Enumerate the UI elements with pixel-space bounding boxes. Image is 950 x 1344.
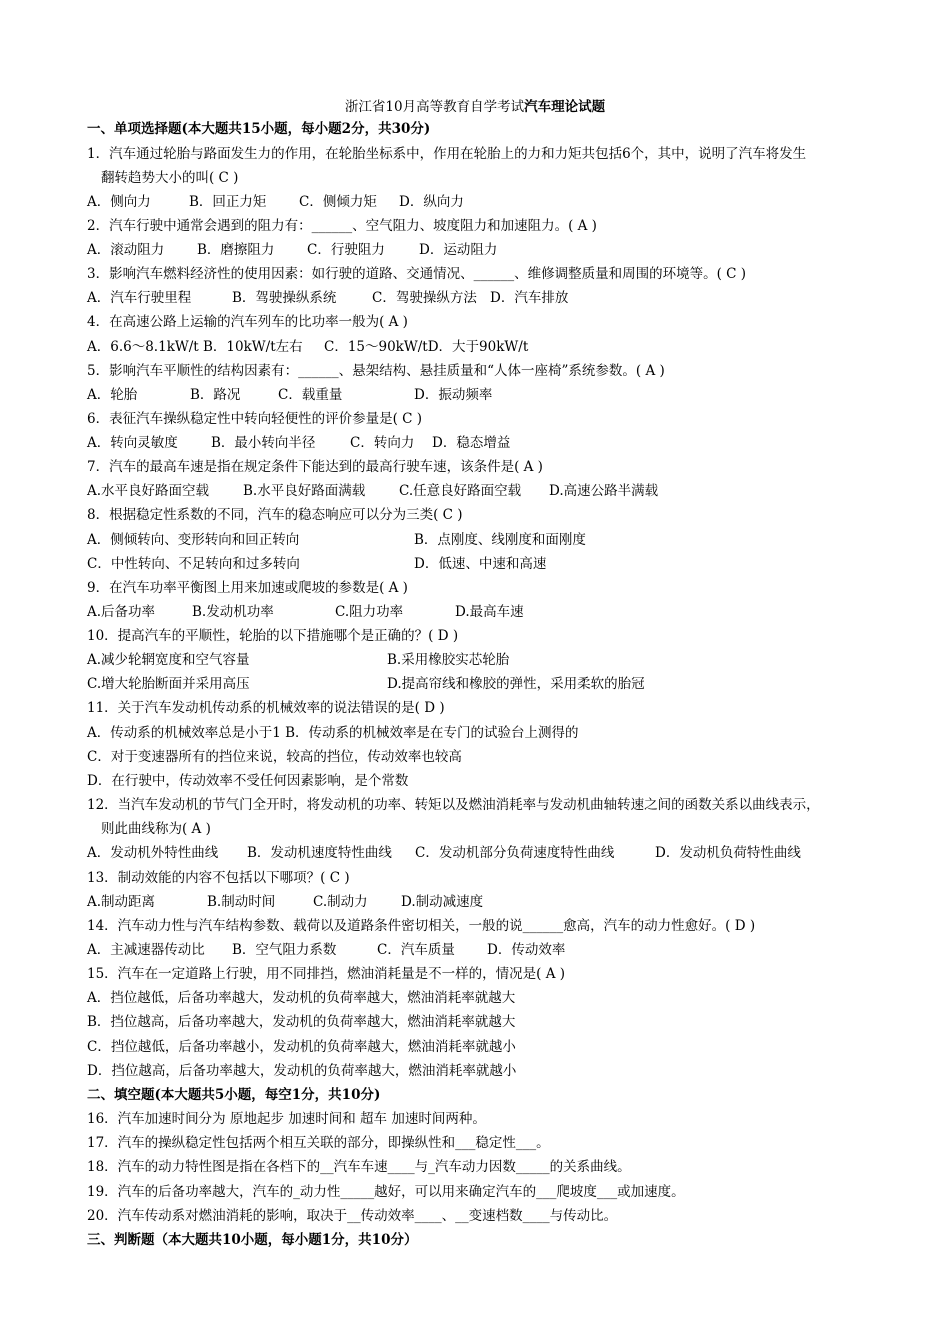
question-15-option-a: A．挡位越低，后备功率越大，发动机的负荷率越大，燃油消耗率就越大 <box>87 990 516 1006</box>
question-2: 2．汽车行驶中通常会遇到的阻力有：______、空气阻力、坡度阻力和加速阻力。( A ) <box>87 218 597 234</box>
section-heading-2: 二、填空题(本大题共5小题，每空1分，共10分) <box>87 1087 381 1103</box>
question-5: 5．影响汽车平顺性的结构因素有：______、悬架结构、悬挂质量和“人体一座椅”系统参数。( A ) <box>87 363 665 379</box>
question-19: 19．汽车的后备功率越大，汽车的_动力性_____越好，可以用来确定汽车的___爬坡度___或加速度。 <box>87 1184 685 1200</box>
question-11: 11．关于汽车发动机传动系的机械效率的说法错误的是( D ) <box>87 700 445 716</box>
question-8: 8．根据稳定性系数的不同，汽车的稳态响应可以分为三类( C ) <box>87 507 463 523</box>
question-15-option-b: B．挡位越高，后备功率越大，发动机的负荷率越大，燃油消耗率就越大 <box>87 1014 516 1030</box>
question-15-option-d: D．挡位越高，后备功率越大，发动机的负荷率越大，燃油消耗率就越小 <box>87 1063 517 1079</box>
question-10: 10．提高汽车的平顺性，轮胎的以下措施哪个是正确的？( D ) <box>87 628 459 644</box>
question-14: 14．汽车动力性与汽车结构参数、载荷以及道路条件密切相关，一般的说______愈高，汽车的动力性愈好。( D ) <box>87 918 756 934</box>
question-15-option-c: C．挡位越低，后备功率越小，发动机的负荷率越大，燃油消耗率就越小 <box>87 1039 516 1055</box>
question-17: 17．汽车的操纵稳定性包括两个相互关联的部分，即操纵性和___稳定性___。 <box>87 1135 550 1151</box>
question-7: 7．汽车的最高车速是指在规定条件下能达到的最高行驶车速，该条件是( A ) <box>87 459 543 475</box>
question-12: 12．当汽车发动机的节气门全开时，将发动机的功率、转矩以及燃油消耗率与发动机曲轴转速之间的函数关系以曲线表示， <box>87 797 820 813</box>
exam-page: 浙江省10月高等教育自学考试汽车理论试题 一、单项选择题(本大题共15小题，每小题2分，共30分) 1．汽车通过轮胎与路面发生力的作用，在轮胎坐标系中，作用在轮胎上的力和力矩共包括6个，其中，说明了汽车将发生 翻转趋势大小的叫( C ) A．侧向力 B．回正力矩 C．侧倾力矩 D．纵向力 2．汽车行驶中通常会遇到的阻力有：______、空气阻力、坡度阻力和加速阻力。( A ) A．滚动阻力 B．磨擦阻力 C．行驶阻力 D．运动阻力 3．影响汽车燃料经济性的使用因素：如行驶的道路、交通情况、______、维修调整质量和周围的环境等。( C ) A．汽车行驶里程 B．驾驶操纵系统 C．驾驶操纵方法 D．汽车排放 4．在高速公路上运输的汽车列车的比功率一般为( A ) A．6.6～8.1kW/t B．10kW/t左右 C．15～90kW/tD．大于90kW/t 5．影响汽车平顺性的结构因素有：______、悬架结构、悬挂质量和“人体一座椅”系统参数。( A ) A．轮胎 B．路况 C．载重量 D．振动频率 6．表征汽车操纵稳定性中转向轻便性的评价参量是( C ) A．转向灵敏度 B．最小转向半径 C．转向力 D．稳态增益 7．汽车的最高车速是指在规定条件下能达到的最高行驶车速，该条件是( A ) A.水平良好路面空载 B.水平良好路面满载 C.任意良好路面空载 D.高速公路半满载 8．根据稳定性系数的不同，汽车的稳态响应可以分为三类( C ) A．侧倾转向、变形转向和回正转向 B．点刚度、线刚度和面刚度 C．中性转向、不足转向和过多转向 D．低速、中速和高速 9．在汽车功率平衡图上用来加速或爬坡的参数是( A ) A.后备功率 B.发动机功率 C.阻力功率 D.最高车速 10．提高汽车的平顺性，轮胎的以下措施哪个是正确的？( D ) A.减少轮辋宽度和空气容量 B.采用橡胶实芯轮胎 C.增大轮胎断面并采用高压 D.提高帘线和橡胶的弹性，采用柔软的胎冠 11．关于汽车发动机传动系的机械效率的说法错误的是( D ) A．传动系的机械效率总是小于1 B．传动系的机械效率是在专门的试验台上测得的 C．对于变速器所有的挡位来说，较高的挡位，传动效率也较高 D．在行驶中，传动效率不受任何因素影响，是个常数 12．当汽车发动机的节气门全开时，将发动机的功率、转矩以及燃油消耗率与发动机曲轴转速之间的函数关系以曲线表示， 则此曲线称为( A ) A．发动机外特性曲线 B．发动机速度特性曲线 C．发动机部分负荷速度特性曲线 D．发动机负荷特性曲线 13．制动效能的内容不包括以下哪项？( C ) A.制动距离 B.制动时间 C.制动力 D.制动减速度 14．汽车动力性与汽车结构参数、载荷以及道路条件密切相关，一般的说______愈高，汽车的动力性愈好。( D ) A．主减速器传动比 B．空气阻力系数 C．汽车质量 D．传动效率 15．汽车在一定道路上行驶，用不同排挡，燃油消耗量是不一样的，情况是( A ) A．挡位越低，后备功率越大，发动机的负荷率越大，燃油消耗率就越大 B．挡位越高，后备功率越大，发动机的负荷率越大，燃油消耗率就越大 C．挡位越低，后备功率越小，发动机的负荷率越大，燃油消耗率就越小 D．挡位越高，后备功率越大，发动机的负荷率越大，燃油消耗率就越小 二、填空题(本大题共5小题，每空1分，共10分) 16．汽车加速时间分为 原地起步 加速时间和 超车 加速时间两种。 17．汽车的操纵稳定性包括两个相互关联的部分，即操纵性和___稳定性___。 18．汽车的动力特性图是指在各档下的__汽车车速____与_汽车动力因数_____的关系曲线。 19．汽车的后备功率越大，汽车的_动力性_____越好，可以用来确定汽车的___爬坡度___或加速度。 20．汽车传动系对燃油消耗的影响，取决于__传动效率____、__变速档数____与传动比。 三、判断题（本大题共10小题，每小题1分，共10分） <box>0 0 950 1344</box>
question-6: 6．表征汽车操纵稳定性中转向轻便性的评价参量是( C ) <box>87 411 423 427</box>
question-1-cont: 翻转趋势大小的叫( C ) <box>101 170 239 186</box>
question-11-option-c: C．对于变速器所有的挡位来说，较高的挡位，传动效率也较高 <box>87 749 462 765</box>
page-title: 浙江省10月高等教育自学考试汽车理论试题 <box>344 99 606 115</box>
question-3: 3．影响汽车燃料经济性的使用因素：如行驶的道路、交通情况、______、维修调整质量和周围的环境等。( C ) <box>87 266 747 282</box>
question-1: 1．汽车通过轮胎与路面发生力的作用，在轮胎坐标系中，作用在轮胎上的力和力矩共包括6个，其中，说明了汽车将发生 <box>87 146 807 162</box>
question-16: 16．汽车加速时间分为 原地起步 加速时间和 超车 加速时间两种。 <box>87 1111 486 1127</box>
section-heading-1: 一、单项选择题(本大题共15小题，每小题2分，共30分) <box>87 121 431 137</box>
question-11-option-ab: A．传动系的机械效率总是小于1 B．传动系的机械效率是在专门的试验台上测得的 <box>87 725 579 741</box>
question-15: 15．汽车在一定道路上行驶，用不同排挡，燃油消耗量是不一样的，情况是( A ) <box>87 966 566 982</box>
question-12-cont: 则此曲线称为( A ) <box>101 821 211 837</box>
question-18: 18．汽车的动力特性图是指在各档下的__汽车车速____与_汽车动力因数_____的关系曲线。 <box>87 1159 631 1175</box>
question-4: 4．在高速公路上运输的汽车列车的比功率一般为( A ) <box>87 314 408 330</box>
section-heading-3: 三、判断题（本大题共10小题，每小题1分，共10分） <box>87 1232 418 1248</box>
question-13: 13．制动效能的内容不包括以下哪项？( C ) <box>87 870 350 886</box>
question-11-option-d: D．在行驶中，传动效率不受任何因素影响，是个常数 <box>87 773 409 789</box>
question-9: 9．在汽车功率平衡图上用来加速或爬坡的参数是( A ) <box>87 580 408 596</box>
question-20: 20．汽车传动系对燃油消耗的影响，取决于__传动效率____、__变速档数____与传动比。 <box>87 1208 618 1224</box>
